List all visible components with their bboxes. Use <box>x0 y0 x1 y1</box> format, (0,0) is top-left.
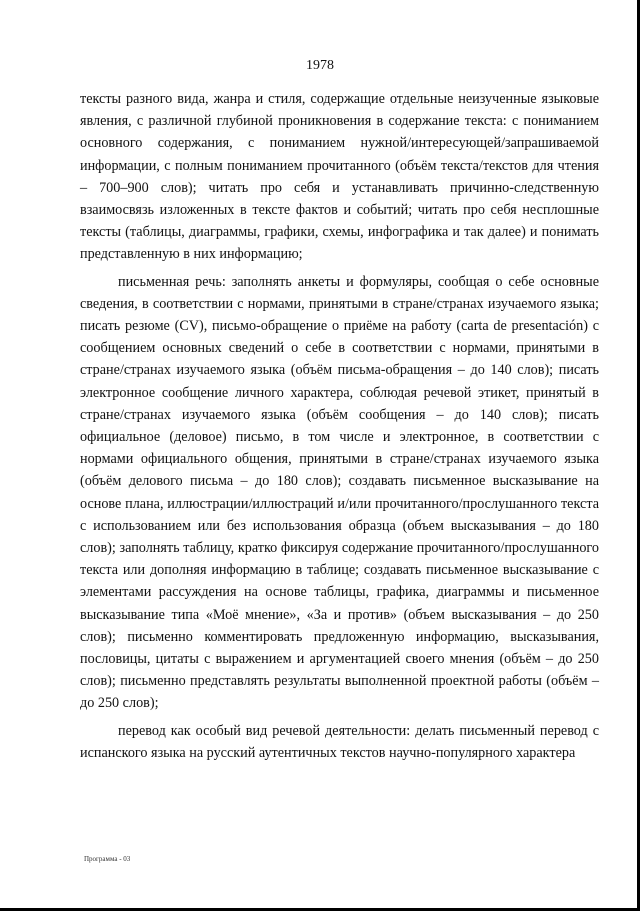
page-footer: Программа - 03 <box>84 855 131 863</box>
paragraph-translation: перевод как особый вид речевой деятельности: делать письменный перевод с испанского языка на русский аутентичных текстов научно-популярного характера <box>80 722 599 761</box>
page-number: 1978 <box>306 58 334 73</box>
paragraph-reading-continuation: тексты разного вида, жанра и стиля, содержащие отдельные неизученные языковые явления, с различной глубиной проникновения в содержание текста: с пониманием основного содержания, с пониманием нужной/интересующей/запрашиваемой информации, с полным пониманием прочитанного (объём текста/текстов для чтения – 700–900 слов); читать про себя и устанавливать причинно-следственную взаимосвязь изложенных в тексте фактов и событий; читать про себя несплошные тексты (таблицы, диаграммы, графики, схемы, инфографика и так далее) и понимать представленную в них информацию; <box>80 91 599 263</box>
paragraph-written-speech: письменная речь: заполнять анкеты и формуляры, сообщая о себе основные сведения, в соответствии с нормами, принятыми в стране/странах изучаемого языка; писать резюме (CV), письмо-обращение о приёме на работу (carta de presentación) с сообщением основных сведений о себе в соответствии с нормами, принятыми в стране/странах изучаемого языка (объём письма-обращения – до 140 слов); писать электронное сообщение личного характера, соблюдая речевой этикет, принятый в стране/странах изучаемого языка (объём сообщения – до 140 слов); писать официальное (деловое) письмо, в том числе и электронное, в соответствии с нормами официального общения, принятыми в стране/странах изучаемого языка (объём делового письма – до 180 слов); создавать письменное высказывание на основе плана, иллюстрации/иллюстраций и/или прочитанного/прослушанного текста с использованием или без использования образца (объем высказывания – до 180 слов); заполнять таблицу, кратко фиксируя содержание прочитанного/прослушанного текста или дополняя информацию в таблице; создавать письменное высказывание с элементами рассуждения на основе таблицы, графика, диаграммы и письменное высказывание типа «Моё мнение», «За и против» (объем высказывания – до 250 слов); письменно комментировать предложенную информацию, высказывания, пословицы, цитаты с выражением и аргументацией своего мнения (объём – до 250 слов); письменно представлять результаты выполненной проектной работы (объём – до 250 слов); <box>80 273 599 712</box>
document-body <box>80 88 599 764</box>
